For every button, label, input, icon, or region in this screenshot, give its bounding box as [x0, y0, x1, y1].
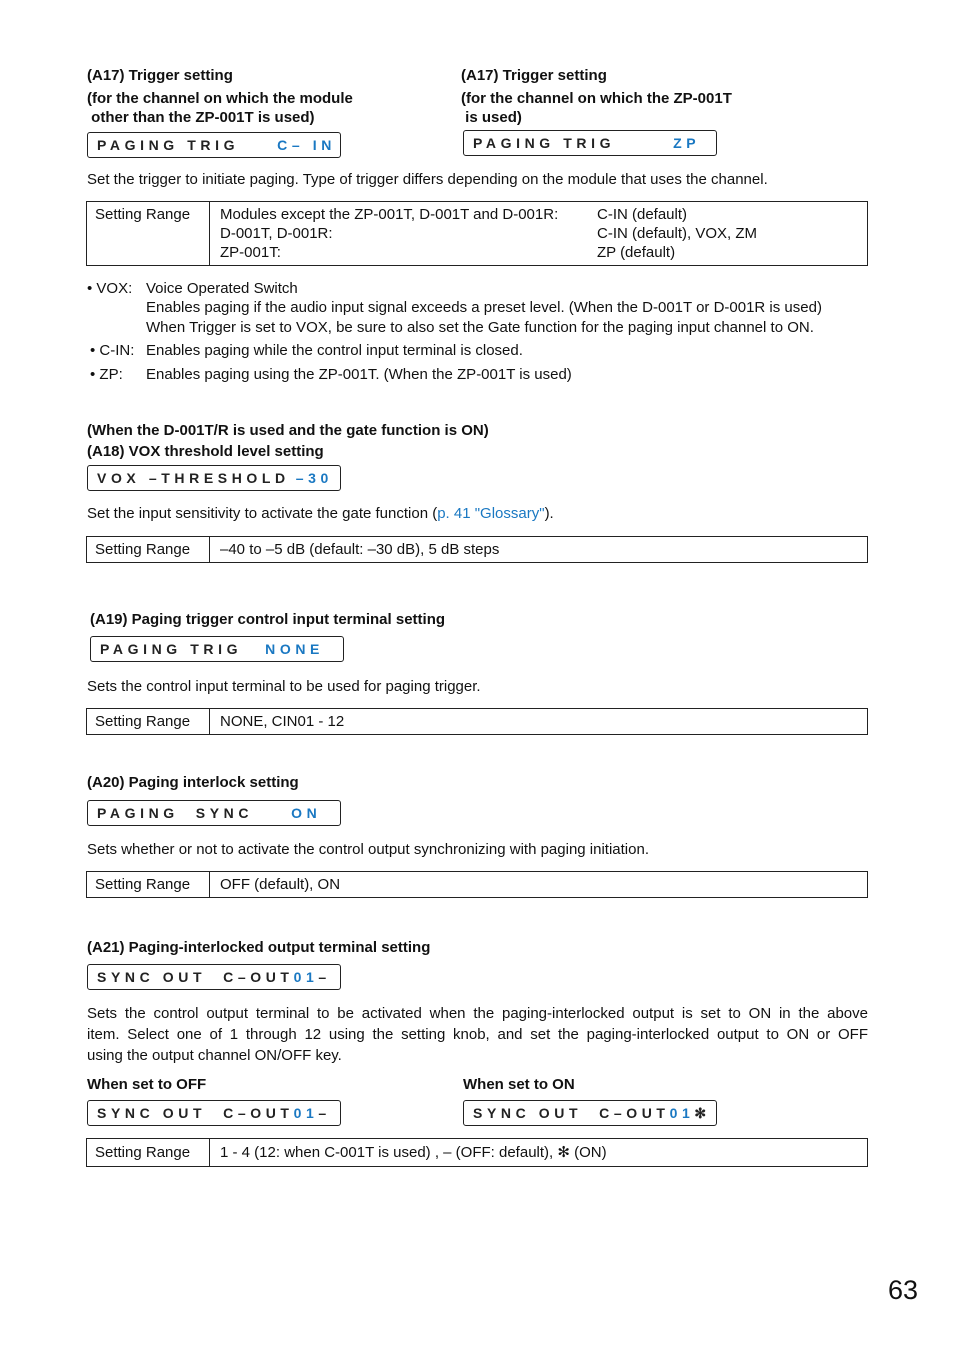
a17-right-lcd	[463, 130, 717, 156]
bullet-zp-text: Enables paging using the ZP-001T. (When the ZP-001T is used)	[146, 366, 572, 383]
lcd-value: –30	[295, 470, 333, 486]
lcd-value: C– IN	[277, 137, 336, 153]
a17-left-subtitle-2: other than the ZP-001T is used)	[87, 109, 315, 126]
a20-title: (A20) Paging interlock setting	[87, 774, 299, 791]
lcd-suffix: –	[318, 969, 331, 985]
a19-lcd	[90, 636, 344, 662]
bullet-zp-term: • ZP:	[90, 366, 123, 383]
range-row: ZP-001T: ZP (default)	[220, 244, 676, 261]
a20-description: Sets whether or not to activate the control output synchronizing with paging initiation.	[87, 841, 649, 858]
a21-title: (A21) Paging-interlocked output terminal setting	[87, 939, 431, 956]
setting-range-label: Setting Range	[87, 709, 210, 735]
setting-range-value: NONE, CIN01 - 12	[210, 709, 868, 735]
lcd-suffix: ✻	[694, 1105, 711, 1121]
setting-range-label: Setting Range	[87, 202, 210, 266]
a17-left-lcd	[87, 132, 341, 158]
a17-description: Set the trigger to initiate paging. Type of trigger differs depending on the module that uses the channel.	[87, 171, 768, 188]
setting-range-label: Setting Range	[87, 1139, 210, 1167]
lcd-label: PAGING TRIG	[100, 641, 243, 657]
lcd-value: ON	[291, 805, 322, 821]
bullet-cin-term: • C-IN:	[90, 342, 135, 359]
a17-left-title: (A17) Trigger setting	[87, 67, 233, 84]
lcd-label: VOX –THRESHOLD	[97, 470, 290, 486]
lcd-label: PAGING SYNC	[97, 805, 254, 821]
setting-range-value: –40 to –5 dB (default: –30 dB), 5 dB steps	[210, 537, 868, 563]
a17-right-subtitle-1: (for the channel on which the ZP-001T	[461, 90, 732, 107]
setting-range-value: 1 - 4 (12: when C-001T is used) , – (OFF: default), ✻ (ON)	[210, 1139, 868, 1167]
lcd-value: 01	[293, 1105, 319, 1121]
bullet-vox-line-2: Enables paging if the audio input signal exceeds a preset level. (When the D-001T or D-001R is used)	[146, 299, 822, 316]
lcd-value: 01	[669, 1105, 695, 1121]
a21-on-title: When set to ON	[463, 1076, 575, 1093]
a17-left-subtitle-1: (for the channel on which the module	[87, 90, 353, 107]
a20-setting-range-table	[86, 871, 868, 898]
range-row: D-001T, D-001R: C-IN (default), VOX, ZM	[220, 225, 758, 242]
a18-lcd	[87, 465, 341, 491]
page-number: 63	[888, 1275, 919, 1305]
a21-description-line-3: using the output channel ON/OFF key.	[87, 1047, 342, 1064]
lcd-label: SYNC OUT C–OUT	[473, 1105, 670, 1121]
setting-range-value: OFF (default), ON	[210, 872, 868, 898]
a21-lcd	[87, 964, 341, 990]
a17-right-title: (A17) Trigger setting	[461, 67, 607, 84]
lcd-value: ZP	[673, 135, 701, 151]
bullet-vox-line-1: Voice Operated Switch	[146, 280, 298, 297]
lcd-suffix: –	[318, 1105, 331, 1121]
a17-setting-range-table	[86, 201, 868, 266]
a21-description-line-2: item. Select one of 1 through 12 using the setting knob, and set the paging-interlocked output to ON or OFF	[87, 1026, 868, 1043]
lcd-label: SYNC OUT C–OUT	[97, 969, 294, 985]
a17-right-subtitle-2: is used)	[461, 109, 522, 126]
a18-precondition: (When the D-001T/R is used and the gate function is ON)	[87, 422, 489, 439]
a21-on-lcd	[463, 1100, 717, 1126]
a21-description-line-1: Sets the control output terminal to be activated when the paging-interlocked output is set to ON in the above	[87, 1005, 868, 1022]
a18-description: Set the input sensitivity to activate the gate function (p. 41 "Glossary").	[87, 505, 554, 522]
a19-description: Sets the control input terminal to be used for paging trigger.	[87, 678, 481, 695]
a21-off-title: When set to OFF	[87, 1076, 207, 1093]
a18-setting-range-table	[86, 536, 868, 563]
glossary-link[interactable]: p. 41 "Glossary"	[437, 505, 545, 522]
lcd-label: PAGING TRIG	[473, 135, 616, 151]
lcd-value: 01	[293, 969, 319, 985]
bullet-vox-term: • VOX:	[87, 280, 133, 297]
setting-range-label: Setting Range	[87, 537, 210, 563]
a21-off-lcd	[87, 1100, 341, 1126]
bullet-cin-text: Enables paging while the control input terminal is closed.	[146, 342, 523, 359]
range-row: Modules except the ZP-001T, D-001T and D-001R: C-IN (default)	[220, 206, 688, 223]
lcd-value: NONE	[265, 641, 324, 657]
a19-title: (A19) Paging trigger control input terminal setting	[90, 611, 446, 628]
a18-title: (A18) VOX threshold level setting	[87, 443, 324, 460]
a21-setting-range-table	[86, 1138, 868, 1167]
a19-setting-range-table	[86, 708, 868, 735]
setting-range-label: Setting Range	[87, 872, 210, 898]
lcd-label: SYNC OUT C–OUT	[97, 1105, 294, 1121]
lcd-label: PAGING TRIG	[97, 137, 240, 153]
bullet-vox-line-3: When Trigger is set to VOX, be sure to also set the Gate function for the paging input channel to ON.	[146, 319, 814, 336]
a20-lcd	[87, 800, 341, 826]
